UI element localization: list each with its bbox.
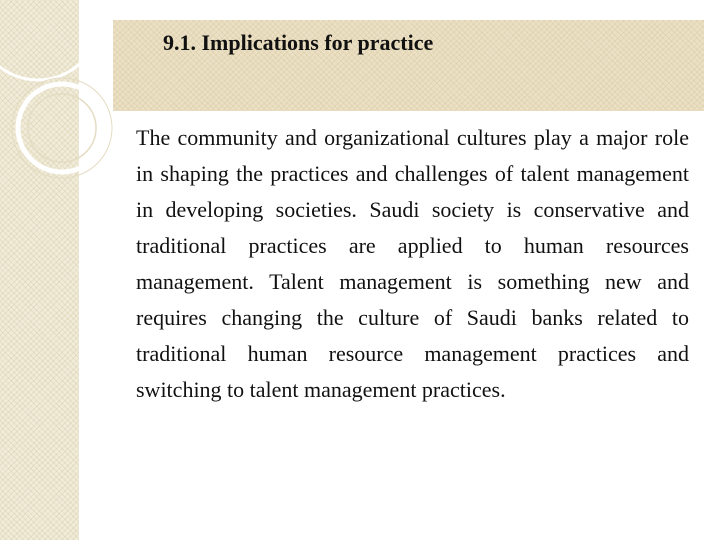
body-paragraph: The community and organizational cultures play a major role in shaping the practices and challenges of talent management in developing societies. Saudi society is conservative and traditional practices are applied to human resources management. Talent management is something new and requires changing the culture of Saudi banks related to traditional human resource management practices and switching to talent management practices. <box>136 125 689 402</box>
decorative-circle-large <box>0 0 100 80</box>
slide-title: 9.1. Implications for practice <box>163 30 434 55</box>
decorative-circles <box>0 0 140 200</box>
decorative-circle-outer <box>12 78 112 178</box>
decorative-circle-medium <box>18 84 106 172</box>
decorative-circle-inner <box>28 94 96 162</box>
